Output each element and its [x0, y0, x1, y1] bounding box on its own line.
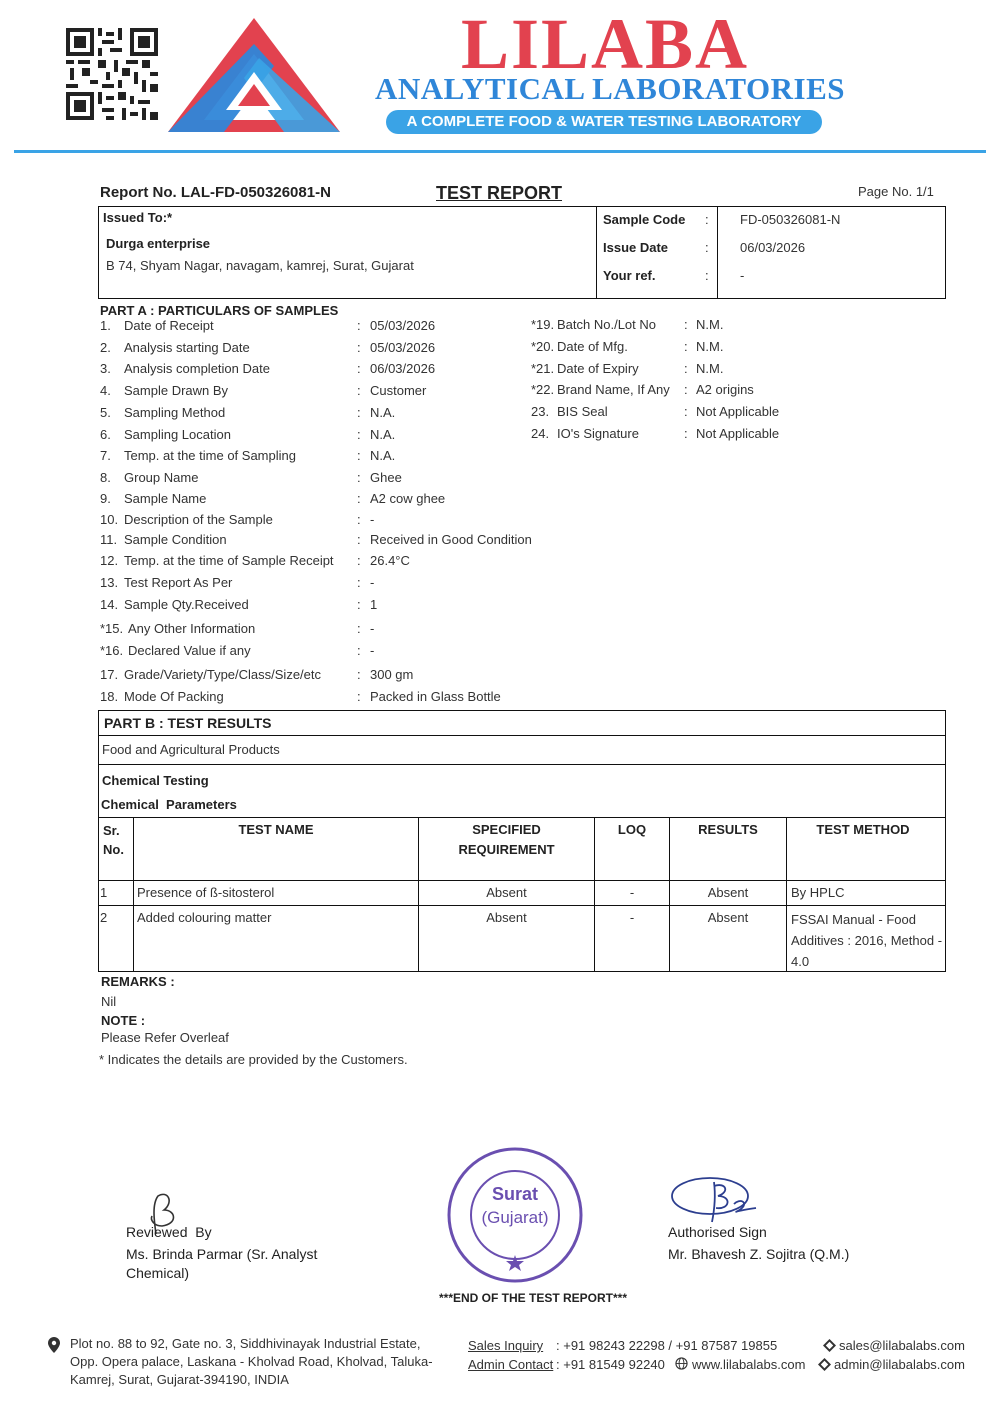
item-number: 2.: [100, 340, 111, 355]
item-number: 14.: [100, 597, 119, 612]
item-value: Received in Good Condition: [370, 532, 532, 547]
item-label: Group Name: [124, 470, 199, 485]
item-number: 3.: [100, 361, 111, 376]
item-number: *20.: [531, 339, 555, 354]
part-a-title: PART A : PARTICULARS OF SAMPLES: [100, 303, 339, 318]
footer-address-line-3: Kamrej, Surat, Gujarat-394190, INDIA: [70, 1372, 289, 1387]
item-label: Sample Qty.Received: [124, 597, 249, 612]
column-header-loq: LOQ: [617, 822, 647, 837]
part-a-left-list: 1. Date of Receipt : 05/03/2026 2. Analysis starting Date : 05/03/2026 3. Analysis completion Date : 06/03/2026 4. Sample Drawn By : Customer 5. Sampling Method : N.A. 6. Sampling Location : N.A. 7. Temp. at the time of Sampling : N.A. 8. Group Name : Ghee 9. Sample Name : A2 cow ghee 10. Description of the Sample : - 11. Sample Condition : Received in Good Condition 12. Temp. at the time of Sample Receipt : 26.4°C 13. Test Report As Per : - 14. Sample Qty.Received : 1 *15. Any Other Information : - *16. Declared Value if any : - 17. Grade/Variety/Type/Class/Size/etc : 300 gm 18. Mode Of Packing : Packed in Glass Bottle: [100, 318, 532, 704]
item-value: N.A.: [370, 427, 396, 442]
item-label: Sample Name: [124, 491, 207, 506]
table-header-border: [98, 880, 946, 881]
report-title: TEST REPORT: [436, 183, 563, 203]
table-cell-method: FSSAI Manual - Food Additives : 2016, Method - 4.0: [791, 912, 943, 969]
admin-email-link[interactable]: admin@lilabalabs.com: [834, 1357, 965, 1372]
customer-address: B 74, Shyam Nagar, navagam, kamrej, Surat, Gujarat: [106, 258, 414, 273]
brand-tagline: A COMPLETE FOOD & WATER TESTING LABORATORY: [386, 110, 822, 134]
email-icon: [818, 1358, 831, 1371]
column-header-spec-1: SPECIFIED: [472, 822, 541, 837]
item-number: 23.: [531, 404, 550, 419]
item-number: *16.: [100, 643, 124, 658]
item-label: Declared Value if any: [128, 643, 251, 658]
item-value: 26.4°C: [370, 553, 410, 568]
item-value: N.M.: [696, 317, 724, 332]
sample-code-label: Sample Code: [603, 212, 686, 227]
item-value: 05/03/2026: [370, 340, 436, 355]
report-number: [100, 184, 331, 201]
table-cell-spec: Absent: [486, 885, 527, 900]
brand-name: LILABA: [460, 4, 750, 84]
item-label: Batch No./Lot No: [557, 317, 656, 332]
table-cell-result: Absent: [707, 910, 749, 925]
item-value: 05/03/2026: [370, 318, 436, 333]
item-label: Sample Condition: [124, 532, 227, 547]
table-cell-loq: -: [629, 910, 635, 925]
sample-code-value: FD-050326081-N: [740, 212, 841, 227]
your-ref-label: Your ref.: [603, 268, 656, 283]
item-number: 24.: [531, 426, 550, 441]
meta-colon: :: [705, 212, 709, 227]
item-number: 1.: [100, 318, 111, 333]
table-cell-loq: -: [629, 885, 635, 900]
item-number: 8.: [100, 470, 111, 485]
table-cell-sr: 1: [100, 885, 108, 900]
item-number: 9.: [100, 491, 111, 506]
report-number-label: Report No.: [100, 184, 177, 201]
divider: [98, 735, 946, 736]
part-a-right-list: *19. Batch No./Lot No : N.M. *20. Date of Mfg. : N.M. *21. Date of Expiry : N.M. *22. Brand Name, If Any : A2 origins 23. BIS Seal : Not Applicable 24. IO's Signature : Not Applicable: [531, 317, 780, 441]
meta-divider: [717, 206, 718, 299]
customer-note: * Indicates the details are provided by the Customers.: [99, 1052, 408, 1067]
sales-email-link[interactable]: sales@lilabalabs.com: [839, 1338, 965, 1353]
item-label: Date of Receipt: [124, 318, 214, 333]
footer-address-line-2: Opp. Opera palace, Laskana - Kholvad Road, Kholvad, Taluka-: [70, 1354, 433, 1369]
reviewed-by-label: Reviewed By: [126, 1224, 212, 1240]
item-number: 5.: [100, 405, 111, 420]
item-number: 18.: [100, 689, 119, 704]
item-value: 1: [370, 597, 378, 612]
item-value: 300 gm: [370, 667, 414, 682]
item-value: -: [370, 512, 375, 527]
note-value: Please Refer Overleaf: [101, 1030, 229, 1045]
item-label: Temp. at the time of Sampling: [124, 448, 296, 463]
authoriser-signature: [668, 1168, 768, 1228]
item-number: 11.: [100, 532, 118, 547]
item-number: 17.: [100, 667, 119, 682]
item-label: Sample Drawn By: [124, 383, 229, 398]
sales-inquiry-label: Sales Inquiry: [468, 1338, 544, 1353]
item-label: Any Other Information: [128, 621, 256, 636]
your-ref-value: -: [740, 268, 745, 283]
issue-date-value: 06/03/2026: [740, 240, 806, 255]
item-label: Sampling Method: [124, 405, 226, 420]
section-title: Chemical Testing: [102, 773, 209, 788]
table-top-border: [98, 817, 946, 818]
column-divider: [133, 817, 134, 972]
header-divider: [14, 150, 986, 153]
item-label: Description of the Sample: [124, 512, 273, 527]
item-value: -: [370, 621, 375, 636]
table-cell-result: Absent: [707, 885, 749, 900]
item-value: N.M.: [696, 339, 724, 354]
admin-contact-value: : +91 81549 92240: [556, 1357, 665, 1372]
item-number: 10.: [100, 512, 119, 527]
item-number: 13.: [100, 575, 119, 590]
item-value: -: [370, 643, 375, 658]
brand-subtitle: ANALYTICAL LABORATORIES: [374, 71, 846, 106]
reviewer-department: Chemical): [126, 1265, 190, 1281]
part-b-title: PART B : TEST RESULTS: [104, 715, 272, 731]
issued-to-label: Issued To:*: [103, 210, 173, 225]
item-value: 06/03/2026: [370, 361, 436, 376]
product-category: Food and Agricultural Products: [102, 742, 280, 757]
meta-colon: :: [705, 268, 709, 283]
meta-colon: :: [705, 240, 709, 255]
item-number: 7.: [100, 448, 111, 463]
remarks-value: Nil: [101, 994, 117, 1009]
remarks-label: REMARKS :: [101, 974, 175, 989]
footer-address-line-1: Plot no. 88 to 92, Gate no. 3, Siddhivinayak Industrial Estate,: [70, 1336, 421, 1351]
item-label: Temp. at the time of Sample Receipt: [124, 553, 334, 568]
end-of-report: ***END OF THE TEST REPORT***: [438, 1291, 628, 1305]
item-label: Mode Of Packing: [124, 689, 224, 704]
item-label: Sampling Location: [124, 427, 231, 442]
admin-contact-label: Admin Contact: [468, 1357, 554, 1372]
item-label: Grade/Variety/Type/Class/Size/etc: [124, 667, 322, 682]
item-value: N.A.: [370, 448, 396, 463]
item-value: -: [370, 575, 375, 590]
item-value: N.A.: [370, 405, 396, 420]
table-cell-test-name: Presence of ß-sitosterol: [137, 885, 275, 900]
item-value: N.M.: [696, 361, 724, 376]
item-label: Analysis completion Date: [124, 361, 270, 376]
brand-logo-icon: [164, 14, 344, 138]
table-cell-test-name: Added colouring matter: [137, 910, 272, 925]
subsection-title: Chemical Parameters: [101, 797, 237, 812]
website-link[interactable]: www.lilabalabs.com: [692, 1357, 806, 1372]
column-divider: [786, 817, 787, 972]
item-value: Not Applicable: [696, 426, 780, 441]
qr-code: [66, 28, 158, 120]
stamp-city: Surat: [491, 1184, 538, 1204]
page-number: Page No. 1/1: [858, 184, 934, 199]
item-number: *19.: [531, 317, 555, 332]
authoriser-name: Mr. Bhavesh Z. Sojitra (Q.M.): [668, 1246, 850, 1262]
item-label: Date of Mfg.: [557, 339, 628, 354]
item-number: 4.: [100, 383, 111, 398]
table-cell-spec: Absent: [486, 910, 527, 925]
column-header-spec-2: REQUIREMENT: [458, 842, 555, 857]
item-number: 12.: [100, 553, 119, 568]
column-header-results: RESULTS: [698, 822, 758, 837]
authorised-sign-label: Authorised Sign: [668, 1224, 767, 1240]
customer-name: Durga enterprise: [106, 236, 211, 251]
note-label: NOTE :: [101, 1013, 146, 1028]
item-value: Not Applicable: [696, 404, 780, 419]
table-cell-method: By HPLC: [791, 885, 845, 900]
item-label: Test Report As Per: [124, 575, 233, 590]
reviewer-name: Ms. Brinda Parmar (Sr. Analyst: [126, 1246, 318, 1262]
item-value: A2 cow ghee: [370, 491, 446, 506]
column-header-no: No.: [103, 842, 124, 857]
item-value: Packed in Glass Bottle: [370, 689, 501, 704]
item-number: *21.: [531, 361, 555, 376]
item-value: Customer: [370, 383, 427, 398]
table-row-border: [98, 905, 946, 906]
item-label: BIS Seal: [557, 404, 608, 419]
issue-date-label: Issue Date: [603, 240, 669, 255]
item-label: Date of Expiry: [557, 361, 639, 376]
email-icon: [823, 1339, 836, 1352]
column-header-test-name: TEST NAME: [238, 822, 314, 837]
table-cell-sr: 2: [100, 910, 108, 925]
item-value: A2 origins: [696, 382, 754, 397]
sales-inquiry-value: : +91 98243 22298 / +91 87587 19855: [556, 1338, 778, 1353]
globe-icon: [675, 1357, 688, 1370]
issued-divider: [596, 206, 597, 299]
column-header-method: TEST METHOD: [816, 822, 910, 837]
stamp-state: (Gujarat): [481, 1208, 549, 1227]
location-pin-icon: [48, 1337, 60, 1353]
item-label: Brand Name, If Any: [557, 382, 670, 397]
report-number-value: LAL-FD-050326081-N: [180, 184, 331, 201]
item-value: Ghee: [370, 470, 402, 485]
item-number: 6.: [100, 427, 111, 442]
item-label: Analysis starting Date: [124, 340, 250, 355]
item-number: *15.: [100, 621, 124, 636]
item-label: IO's Signature: [557, 426, 639, 441]
column-header-sr: Sr.: [103, 823, 120, 838]
item-number: *22.: [531, 382, 555, 397]
divider: [98, 764, 946, 765]
